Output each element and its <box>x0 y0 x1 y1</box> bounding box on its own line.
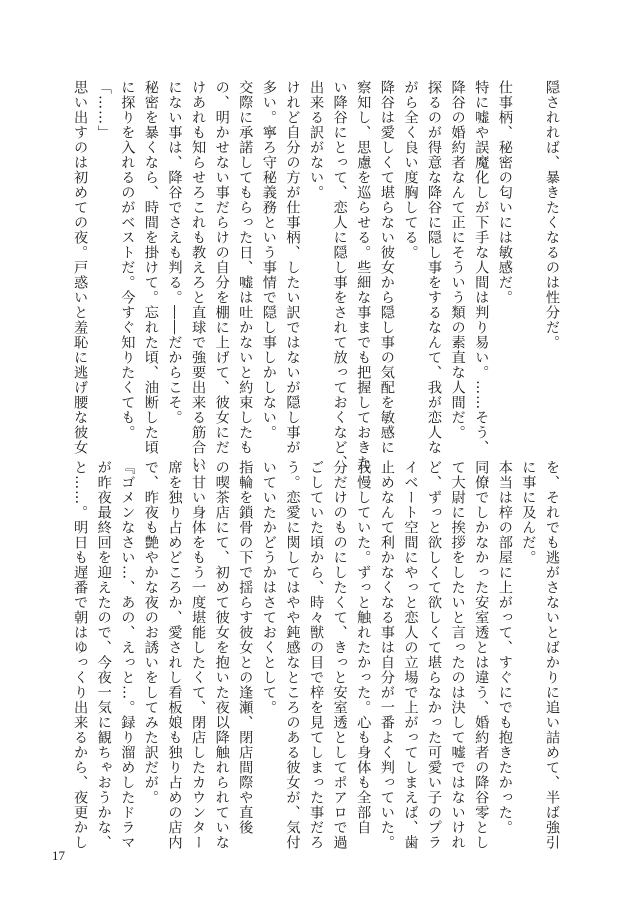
text-line: けあれも知らせろこれも教えろと直球で強要出来る筋合い <box>190 80 207 470</box>
text-line: い降谷にとって、恋人に隠し事をされて放っておくなど、 <box>331 80 348 470</box>
text-line: 本当は梓の部屋に上がって、すぐにでも抱きたかった。 <box>496 460 513 835</box>
text-line: けれど自分の方が仕事柄、したい訳ではないが隠し事が <box>284 80 301 455</box>
text-line: 察知し、思慮を巡らせる。些細な事までも把握しておきた <box>355 80 372 470</box>
text-line: 出来る訳がない。 <box>308 80 325 200</box>
text-block-bottom <box>72 460 563 850</box>
text-line: の喫茶店にて、初めて彼女を抱いた夜以降触れられていな <box>213 460 230 850</box>
text-line: の、明かせない事だらけの自分を棚に上げて、彼女にだ <box>213 80 230 455</box>
text-line: 「……」 <box>95 80 112 140</box>
text-line: ごしていた頃から、時々獣の目で梓を見てしまった事だろ <box>308 460 325 850</box>
text-line: がら全く良い度胸してる。 <box>402 80 419 260</box>
text-line: を、それでも逃がさないとばかりに追い詰めて、半ば強引 <box>544 460 560 850</box>
text-line: 『ゴメンなさい…、あの、えっと…。録り溜めしたドラマ <box>119 460 136 850</box>
text-line: 隠されれば、暴きたくなるのは性分だ。 <box>544 80 560 350</box>
text-line <box>516 80 540 418</box>
text-line: 秘密を暴くなら、時間を掛けて。忘れた頃、油断した頃 <box>142 80 159 455</box>
text-line: ど、ずっと欲しくて欲しくて堪らなかった可愛い子のプラ <box>426 460 443 850</box>
text-line: 止めなんて利かなくなる事は自分が一番よく判っていた。 <box>378 460 395 850</box>
text-line: 多い。寧ろ守秘義務という事情で隠し事しかしない。 <box>260 80 277 440</box>
text-line: う。恋愛に関してはやや鈍感なところのある彼女が、気付 <box>284 460 301 850</box>
text-line: て大尉に挨拶をしたいと言ったのは決して嘘ではないけれ <box>449 460 466 850</box>
text-line: 同僚でしかなかった安室透とは違う、婚約者の降谷零とし <box>473 460 490 850</box>
text-line: 仕事柄、秘密の匂いには敏感だ。 <box>496 80 513 305</box>
text-line: 我慢していた。ずっと触れたかった。心も身体も全部自 <box>355 460 372 835</box>
page-number: 17 <box>52 848 65 863</box>
text-line: 思い出すのは初めての夜。戸惑いと羞恥に逃げ腰な彼女 <box>72 80 89 455</box>
text-line: い甘い身体をもう一度堪能したくて、閉店したカウンター <box>190 460 207 850</box>
text-line: に事に及んだ。 <box>520 460 537 565</box>
text-line: 指輪を鎖骨の下で揺らす彼女との逢瀬、閉店間際や直後 <box>237 460 254 835</box>
text-line: 降谷は愛しくて堪らない彼女から隠し事の気配を敏感に <box>378 80 395 455</box>
text-line: と……。明日も遅番で朝はゆっくり出来るから、夜更かし <box>72 460 89 850</box>
text-line: に探りを入れるのがベストだ。今すぐ知りたくても。 <box>119 80 136 440</box>
text-line: 探るのが得意な降谷に隠し事をするなんて、我が恋人な <box>426 80 443 455</box>
text-line: が昨夜最終回を迎えたので、今夜一気に観ちゃおうかな、 <box>95 460 112 850</box>
text-line: いていたかどうかはさておくとして。 <box>260 460 277 715</box>
text-line: 分だけのものにしたくて、きっと安室透としてポアロで過 <box>331 460 348 850</box>
text-block-top <box>72 80 563 470</box>
text-line: イベート空間にやっと恋人の立場で上がってしまえば、歯 <box>402 460 419 850</box>
text-line: 交際に承諾してもらった日、嘘は吐かないと約束したも <box>237 80 254 455</box>
text-line: 特に嘘や誤魔化しが下手な人間は判り易い。……そう、 <box>473 80 490 455</box>
text-line: で、昨夜も艶やかな夜のお誘いをしてみた訳だが。 <box>142 460 159 805</box>
text-line: 降谷の婚約者なんて正にそういう類の素直な人間だ。 <box>449 80 466 440</box>
text-line: 席を独り占めどころか、愛されし看板娘も独り占めの店内 <box>166 460 183 850</box>
text-line: にない事は、降谷でさえも判る。――だからこそ。 <box>166 80 183 425</box>
